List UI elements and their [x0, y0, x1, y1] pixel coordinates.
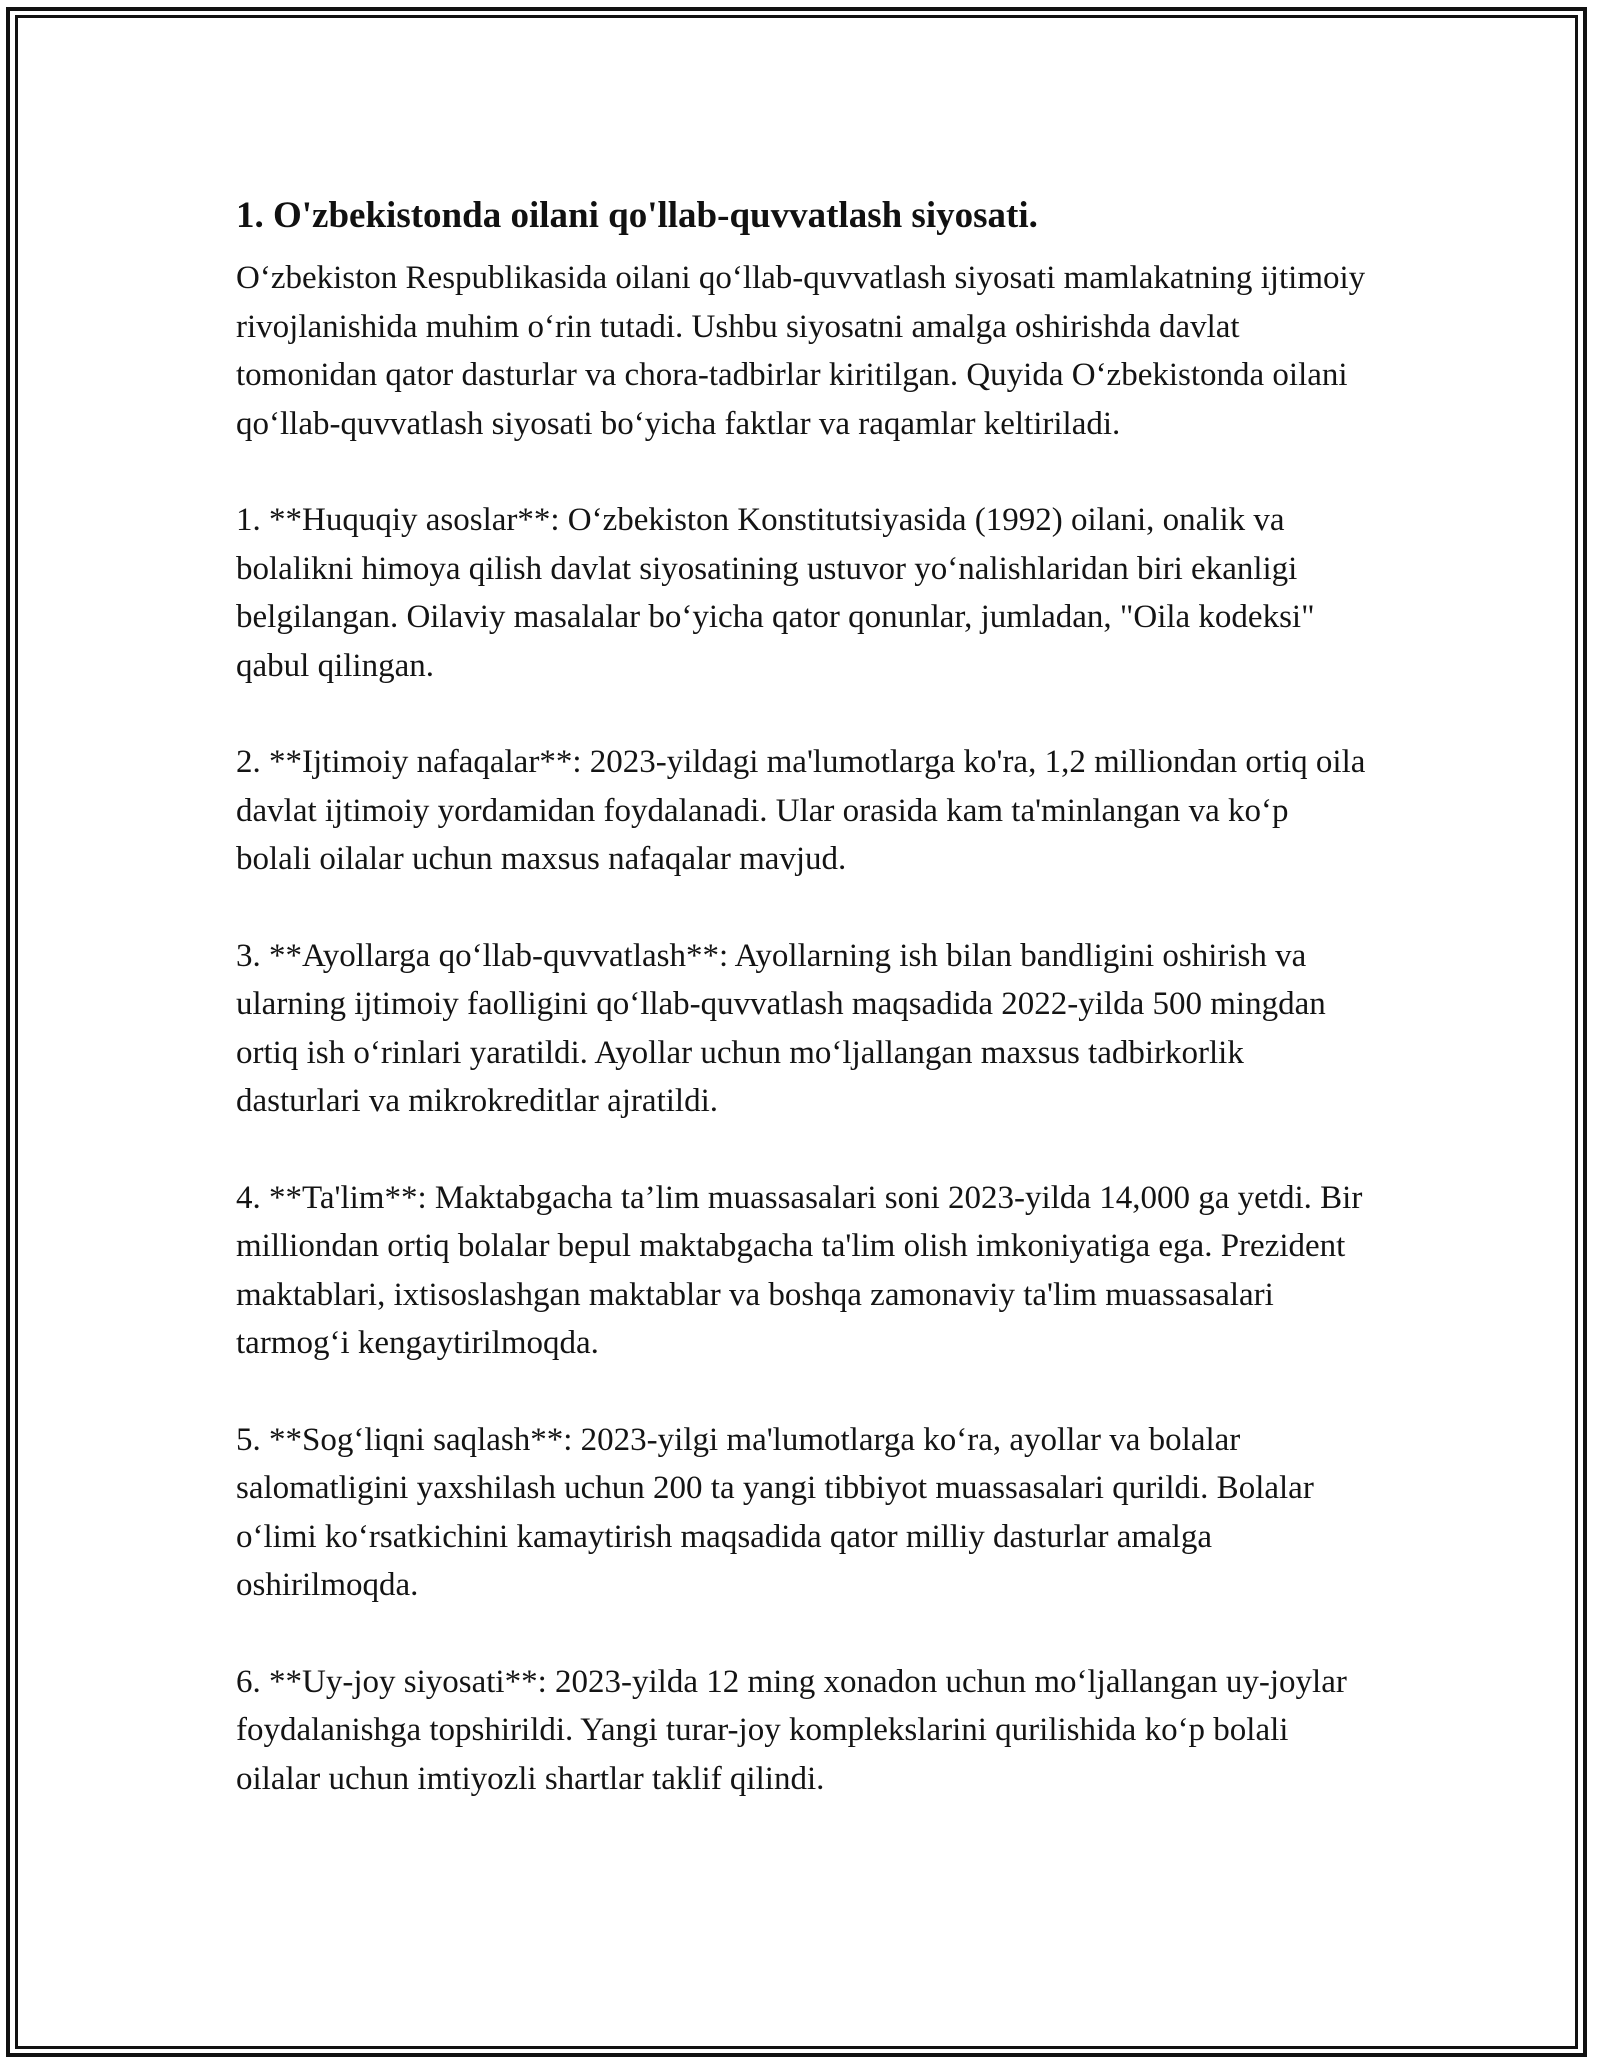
list-item-education: 4. **Ta'lim**: Maktabgacha ta’lim muassasalari soni 2023-yilda 14,000 ga yetdi. Bir milliondan ortiq bolalar bepul maktabgacha ta'lim olish imkoniyatiga ega. Prezident maktablari, ixtisoslashgan maktablar va boshqa zamonaviy ta'lim muassasalari tarmog‘i kengaytirilmoqda. [236, 1179, 1371, 1361]
list-item-women-support: 3. **Ayollarga qo‘llab-quvvatlash**: Ayollarning ish bilan bandligini oshirish va ularning ijtimoiy faolligini qo‘llab-quvvatlash maqsadida 2022-yilda 500 mingdan ortiq ish o‘rinlari yaratildi. Ayollar uchun mo‘ljallangan maxsus tadbirkorlik dasturlari va mikrokreditlar ajratildi. [236, 937, 1334, 1119]
list-item-housing: 6. **Uy-joy siyosati**: 2023-yilda 12 ming xonadon uchun mo‘ljallangan uy-joylar foydalanishga topshirildi. Yangi turar-joy komplekslarini qurilishida ko‘p bolali oilalar uchun imtiyozli shartlar taklif qilindi. [236, 1663, 1356, 1797]
list-item-healthcare: 5. **Sog‘liqni saqlash**: 2023-yilgi ma'lumotlarga ko‘ra, ayollar va bolalar salomatligini yaxshilash uchun 200 ta yangi tibbiyot muassasalari qurildi. Bolalar o‘limi ko‘rsatkichini kamaytirish maqsadida qator milliy dasturlar amalga oshirilmoqda. [236, 1421, 1323, 1603]
list-item-legal-basis: 1. **Huquqiy asoslar**: O‘zbekiston Konstitutsiyasida (1992) oilani, onalik va bolalikni himoya qilish davlat siyosatining ustuvor yo‘nalishlaridan biri ekanligi belgilangan. Oilaviy masalalar bo‘yicha qator qonunlar, jumladan, "Oila kodeksi" qabul qilingan. [236, 502, 1323, 684]
document-body [236, 186, 1374, 1803]
list-item-social-benefits: 2. **Ijtimoiy nafaqalar**: 2023-yildagi ma'lumotlarga ko'ra, 1,2 milliondan ortiq oila davlat ijtimoiy yordamidan foydalanadi. Ular orasida kam ta'minlangan va ko‘p bolali oilalar uchun maxsus nafaqalar mavjud. [236, 744, 1374, 877]
document-title: 1. O'zbekistonda oilani qo'llab-quvvatlash siyosati. [236, 195, 1038, 236]
intro-paragraph: O‘zbekiston Respublikasida oilani qo‘llab-quvvatlash siyosati mamlakatning ijtimoiy rivojlanishida muhim o‘rin tutadi. Ushbu siyosatni amalga oshirishda davlat tomonidan qator dasturlar va chora-tadbirlar kiritilgan. Quyida O‘zbekistonda oilani qo‘llab-quvvatlash siyosati bo‘yicha faktlar va raqamlar keltiriladi. [236, 260, 1374, 442]
fact-list [236, 496, 1374, 1803]
